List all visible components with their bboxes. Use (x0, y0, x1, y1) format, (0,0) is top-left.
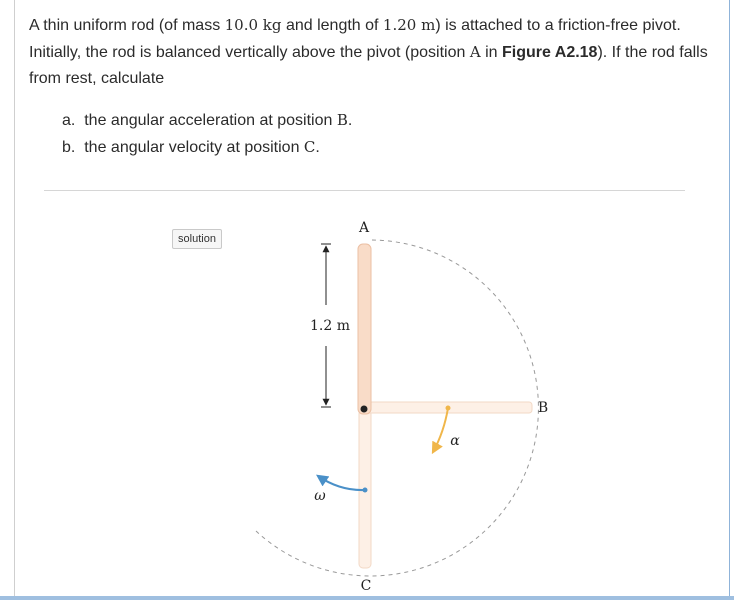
label-position-a: A (358, 220, 370, 236)
position-a-ref: A (469, 43, 481, 61)
dimension-label: 1.2 m (310, 318, 350, 334)
problem-text-4: in (480, 44, 503, 61)
length-value: 1.20 m (382, 16, 436, 34)
problem-text-3: ) is attached to a friction-free pivot. Initially, the rod is balanced vertically above the pivot (position (29, 17, 681, 61)
rod-position-a (358, 244, 371, 414)
part-b-text: the angular velocity at position (84, 139, 304, 156)
part-a-end: . (347, 112, 353, 129)
bottom-border (0, 596, 734, 600)
alpha-label: α (450, 433, 460, 449)
label-position-b: B (537, 400, 549, 416)
problem-text-1: A thin uniform rod (of mass (29, 17, 225, 34)
problem-text-5: ). If the rod falls from rest, calculate (29, 44, 708, 87)
figure-reference: Figure A2.18 (502, 44, 598, 61)
part-a-position: B (336, 111, 348, 129)
mass-value: 10.0 kg (224, 16, 282, 34)
part-a-text: the angular acceleration at position (84, 112, 337, 129)
label-position-c: C (360, 578, 372, 594)
part-b-marker: b. (62, 139, 76, 156)
problem-text-2: and length of (281, 17, 383, 34)
part-b-end: . (315, 139, 320, 156)
omega-label: ω (314, 488, 326, 504)
part-b-position: C (303, 138, 316, 156)
pivot-point (361, 406, 368, 413)
alpha-arrow (433, 408, 448, 452)
solution-button[interactable]: solution (172, 229, 222, 249)
part-a-marker: a. (62, 112, 76, 129)
